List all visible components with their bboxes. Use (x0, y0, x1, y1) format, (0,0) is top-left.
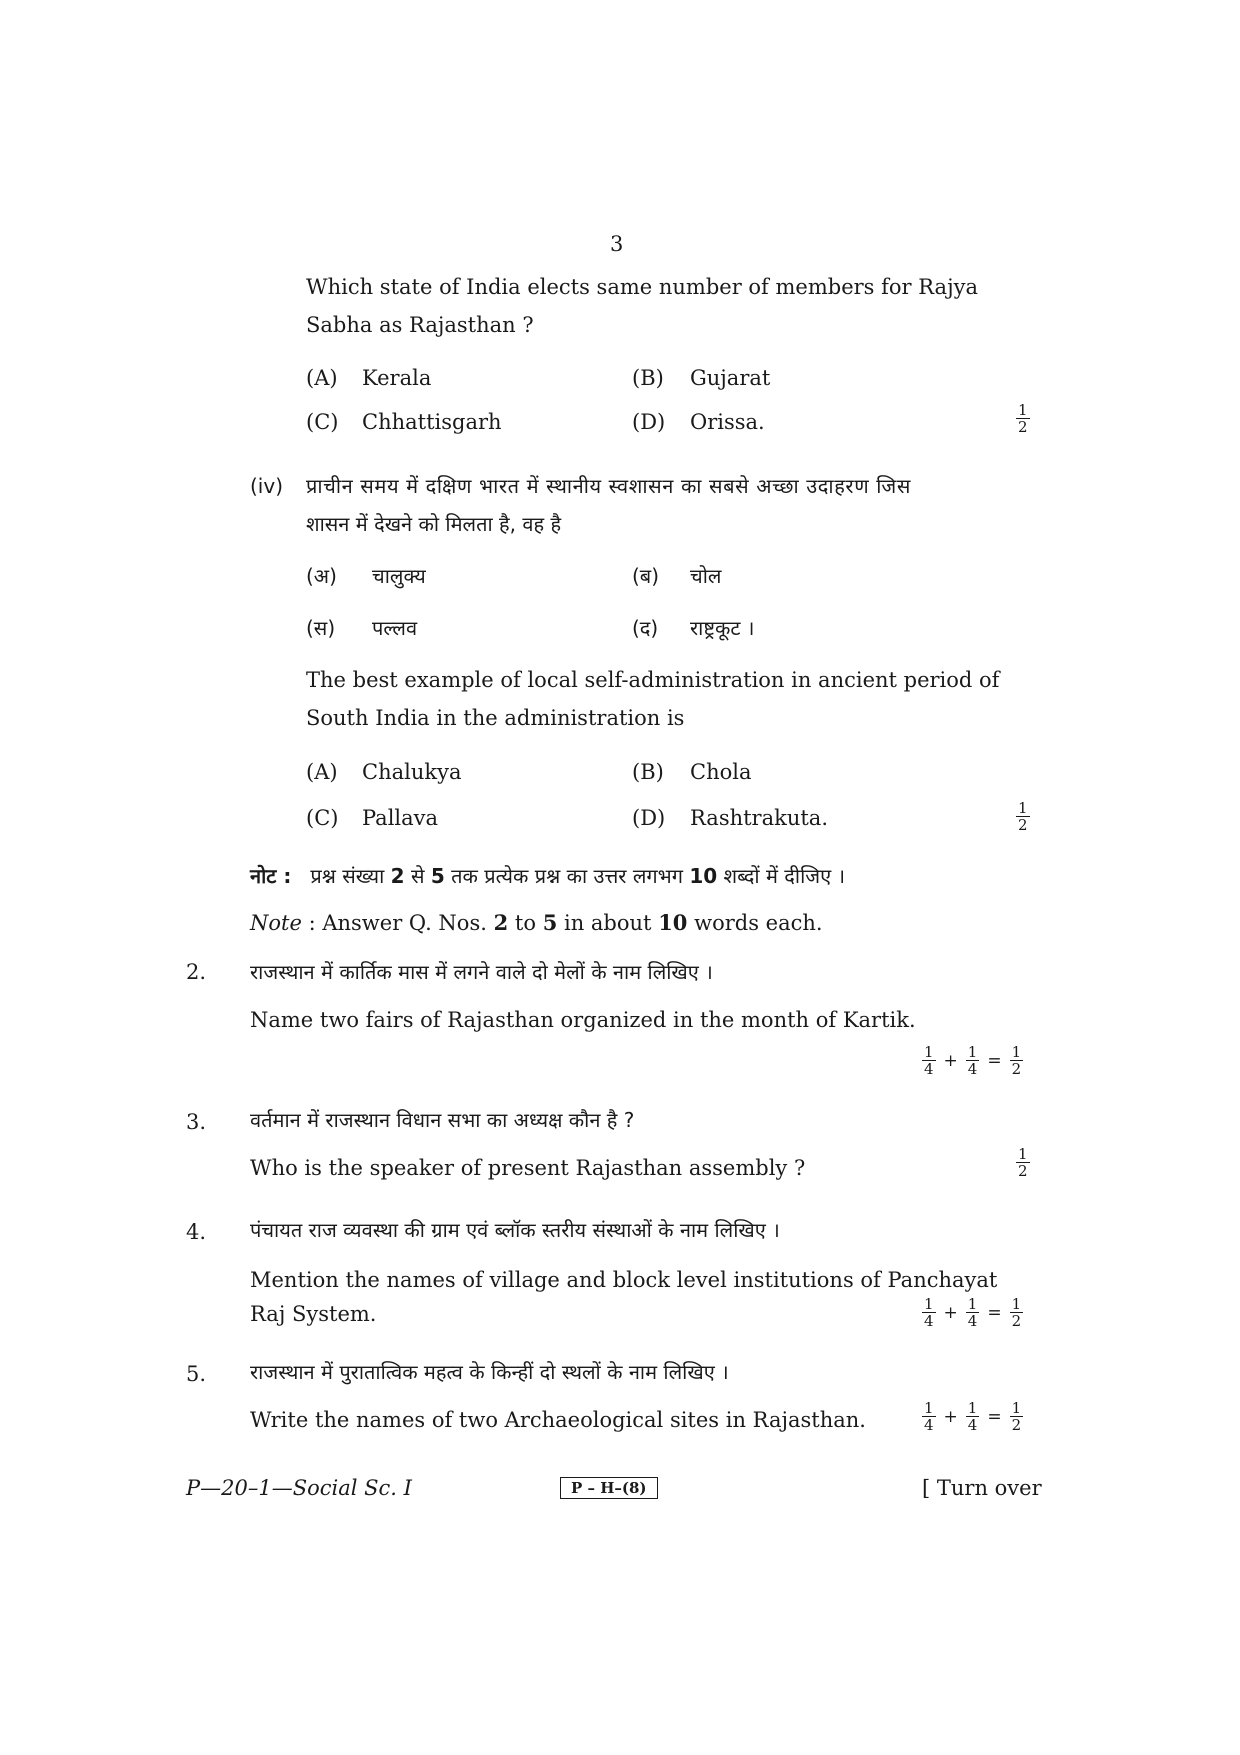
q1-iv-option-b-label: (B) (632, 760, 664, 784)
page-number: 3 (610, 232, 624, 256)
q1-iii-option-d-label: (D) (632, 410, 666, 434)
fraction-half: $\frac{1}{2}$ (1018, 401, 1028, 436)
note-hindi: नोट : प्रश्न संख्या 2 से 5 तक प्रत्येक प्रश्न का उत्तर लगभग 10 शब्दों में दीजिए । (250, 864, 846, 888)
fraction-half: $\frac{1}{2}$ (1011, 1399, 1022, 1434)
q1-iii-option-b: Gujarat (690, 366, 771, 390)
q4-number: 4. (186, 1220, 207, 1244)
q1-iii-option-c-label: (C) (306, 410, 339, 434)
fraction-quarter: $\frac{1}{4}$ (967, 1295, 978, 1330)
q1-iv-option-c-label: (C) (306, 806, 339, 830)
fraction-quarter: $\frac{1}{4}$ (967, 1399, 978, 1434)
q3-hindi: वर्तमान में राजस्थान विधान सभा का अध्यक्ष कौन है ? (250, 1108, 635, 1132)
q1-iv-question-hindi-line-2: शासन में देखने को मिलता है, वह है (306, 512, 562, 536)
q3-english: Who is the speaker of present Rajasthan assembly ? (250, 1156, 806, 1180)
q1-iv-hindi-option-c: पल्लव (372, 616, 418, 640)
q1-iv-option-a: Chalukya (362, 760, 462, 784)
fraction-quarter: $\frac{1}{4}$ (924, 1043, 934, 1078)
q1-iv-hindi-option-a-label: (अ) (306, 564, 337, 588)
q1-iv-hindi-option-b-label: (ब) (632, 564, 660, 588)
note-english: Note : Answer Q. Nos. 2 to 5 in about 10 words each. (250, 910, 823, 935)
footer-set-code (560, 1478, 658, 1497)
fraction-half: $\frac{1}{2}$ (1011, 1295, 1022, 1330)
q4-marks: $\frac{1}{4}$ + $\frac{1}{4}$ = $\frac{1}{2}$ (924, 1295, 1022, 1330)
q1-iii-option-a-label: (A) (306, 366, 338, 390)
fraction-half: $\frac{1}{2}$ (1018, 1145, 1028, 1180)
q1-iii-option-b-label: (B) (632, 366, 664, 390)
q1-iii-option-a: Kerala (362, 366, 432, 390)
q3-marks (1016, 1146, 1030, 1179)
footer-paper-code: P—20–1—Social Sc. I (186, 1476, 412, 1500)
q1-iv-number: (iv) (250, 474, 283, 498)
q1-iii-marks (1016, 402, 1030, 435)
q1-iii-question-line-2: Sabha as Rajasthan ? (306, 313, 534, 337)
q4-hindi: पंचायत राज व्यवस्था की ग्राम एवं ब्लॉक स्तरीय संस्थाओं के नाम लिखिए । (250, 1218, 780, 1242)
q1-iv-option-c: Pallava (362, 806, 439, 830)
q5-english: Write the names of two Archaeological sites in Rajasthan. (250, 1408, 866, 1432)
q3-number: 3. (186, 1110, 207, 1134)
q1-iii-option-c: Chhattisgarh (362, 410, 502, 434)
q4-english-line-1: Mention the names of village and block level institutions of Panchayat (250, 1268, 998, 1292)
q1-iv-hindi-option-d-label: (द) (632, 616, 659, 640)
q1-iv-option-b: Chola (690, 760, 752, 784)
q4-english-line-2: Raj System. (250, 1302, 377, 1326)
q2-number: 2. (186, 960, 207, 984)
q1-iv-hindi-option-a: चालुक्य (372, 564, 426, 588)
q1-iv-option-d: Rashtrakuta. (690, 806, 828, 830)
q1-iv-hindi-option-d: राष्ट्रकूट । (690, 616, 755, 640)
footer-turn-over: [ Turn over (922, 1476, 1042, 1500)
q1-iv-hindi-option-b: चोल (690, 564, 722, 588)
q1-iv-option-a-label: (A) (306, 760, 338, 784)
q1-iv-question-english-line-1: The best example of local self-administration in ancient period of (306, 668, 1000, 692)
footer-set-code-box: P – H–(8) (560, 1477, 658, 1499)
q5-number: 5. (186, 1362, 207, 1386)
q1-iv-question-hindi-line-1: प्राचीन समय में दक्षिण भारत में स्थानीय स्वशासन का सबसे अच्छा उदाहरण जिस (306, 474, 911, 498)
q1-iv-question-english-line-2: South India in the administration is (306, 706, 685, 730)
note-english-label: Note (250, 911, 302, 935)
q2-english: Name two fairs of Rajasthan organized in the month of Kartik. (250, 1008, 916, 1032)
fraction-half: $\frac{1}{2}$ (1018, 799, 1028, 834)
q1-iv-hindi-option-c-label: (स) (306, 616, 336, 640)
q1-iii-question-line-1: Which state of India elects same number of members for Rajya (306, 275, 978, 299)
q1-iii-option-d: Orissa. (690, 410, 765, 434)
q2-marks: $\frac{1}{4}$ + $\frac{1}{4}$ = $\frac{1}{2}$ (924, 1043, 1022, 1078)
fraction-quarter: $\frac{1}{4}$ (924, 1295, 934, 1330)
q5-hindi: राजस्थान में पुरातात्विक महत्व के किन्हीं दो स्थलों के नाम लिखिए । (250, 1360, 729, 1384)
fraction-quarter: $\frac{1}{4}$ (967, 1043, 978, 1078)
q1-iv-marks (1016, 800, 1030, 833)
q5-marks: $\frac{1}{4}$ + $\frac{1}{4}$ = $\frac{1}{2}$ (924, 1399, 1022, 1434)
q1-iv-option-d-label: (D) (632, 806, 666, 830)
fraction-half: $\frac{1}{2}$ (1011, 1043, 1022, 1078)
fraction-quarter: $\frac{1}{4}$ (924, 1399, 934, 1434)
q2-hindi: राजस्थान में कार्तिक मास में लगने वाले दो मेलों के नाम लिखिए । (250, 960, 713, 984)
note-hindi-label: नोट : (250, 864, 292, 888)
